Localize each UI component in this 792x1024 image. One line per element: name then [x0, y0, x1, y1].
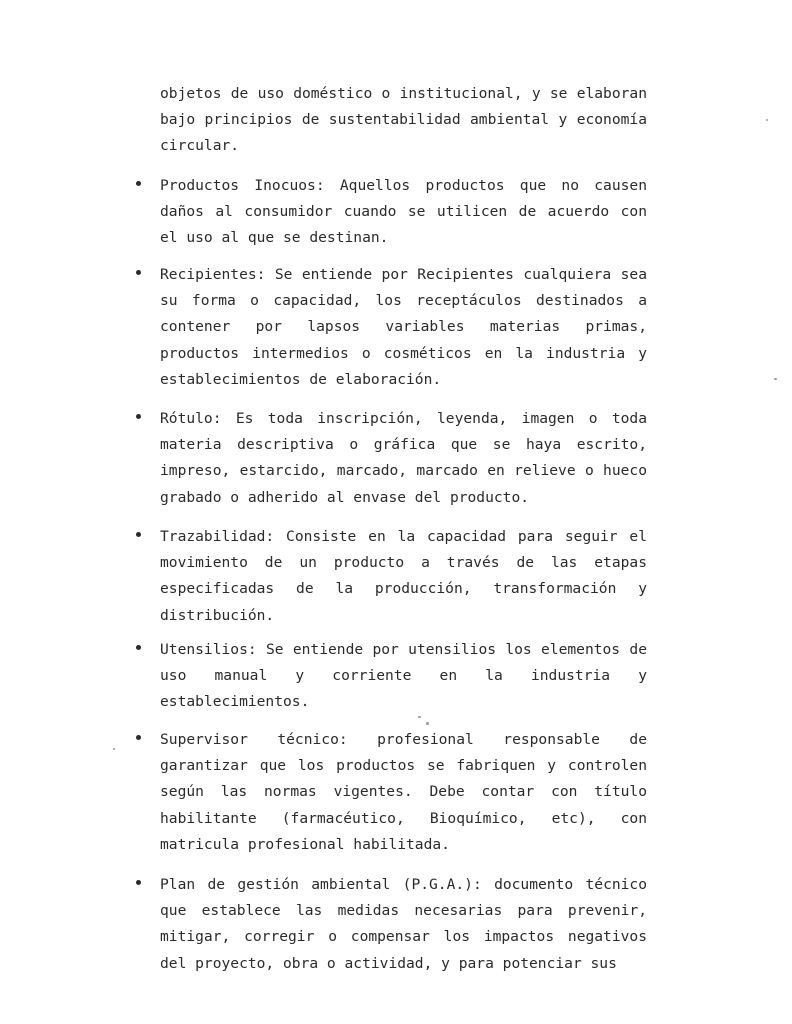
list-item-text: Recipientes: Se entiende por Recipientes cualquiera sea su forma o capacidad, los receptáculos destinados a contener por lapsos variables materias primas, productos intermedios o cosméticos en la industria y establecimientos de elaboración. — [160, 266, 647, 388]
list-item-text: Plan de gestión ambiental (P.G.A.): documento técnico que establece las medidas necesarias para prevenir, mitigar, corregir o compensar los impactos negativos del proyecto, obra o actividad, y para potenciar sus — [160, 876, 647, 972]
bullet-icon — [136, 532, 141, 537]
bullet-icon — [136, 735, 141, 740]
bullet-icon — [136, 645, 141, 650]
scan-speck — [113, 748, 115, 750]
intro-paragraph: objetos de uso doméstico o institucional, y se elaboran bajo principios de sustentabilidad ambiental y economía circular. — [160, 85, 647, 155]
scan-speck — [418, 716, 421, 718]
list-item-text: Utensilios: Se entiende por utensilios los elementos de uso manual y corriente en la industria y establecimientos. — [160, 641, 647, 711]
list-item-text: Trazabilidad: Consiste en la capacidad para seguir el movimiento de un producto a través de las etapas especificadas de la producción, transformación y distribución. — [160, 528, 647, 624]
bullet-icon — [136, 414, 141, 419]
list-item-text: Productos Inocuos: Aquellos productos que no causen daños al consumidor cuando se utilicen de acuerdo con el uso al que se destinan. — [160, 177, 647, 247]
bullet-icon — [136, 181, 141, 186]
list-item-text: Rótulo: Es toda inscripción, leyenda, imagen o toda materia descriptiva o gráfica que se haya escrito, impreso, estarcido, marcado, marcado en relieve o hueco grabado o adherido al envase del producto. — [160, 410, 647, 506]
scan-speck — [766, 119, 768, 121]
scan-speck — [426, 722, 429, 725]
bullet-icon — [136, 880, 141, 885]
scan-speck — [774, 378, 777, 380]
bullet-icon — [136, 270, 141, 275]
list-item-text: Supervisor técnico: profesional responsable de garantizar que los productos se fabriquen y controlen según las normas vigentes. Debe contar con título habilitante (farmacéutico, Bioquímico, etc), con matricula profesional habilitada. — [160, 731, 647, 853]
